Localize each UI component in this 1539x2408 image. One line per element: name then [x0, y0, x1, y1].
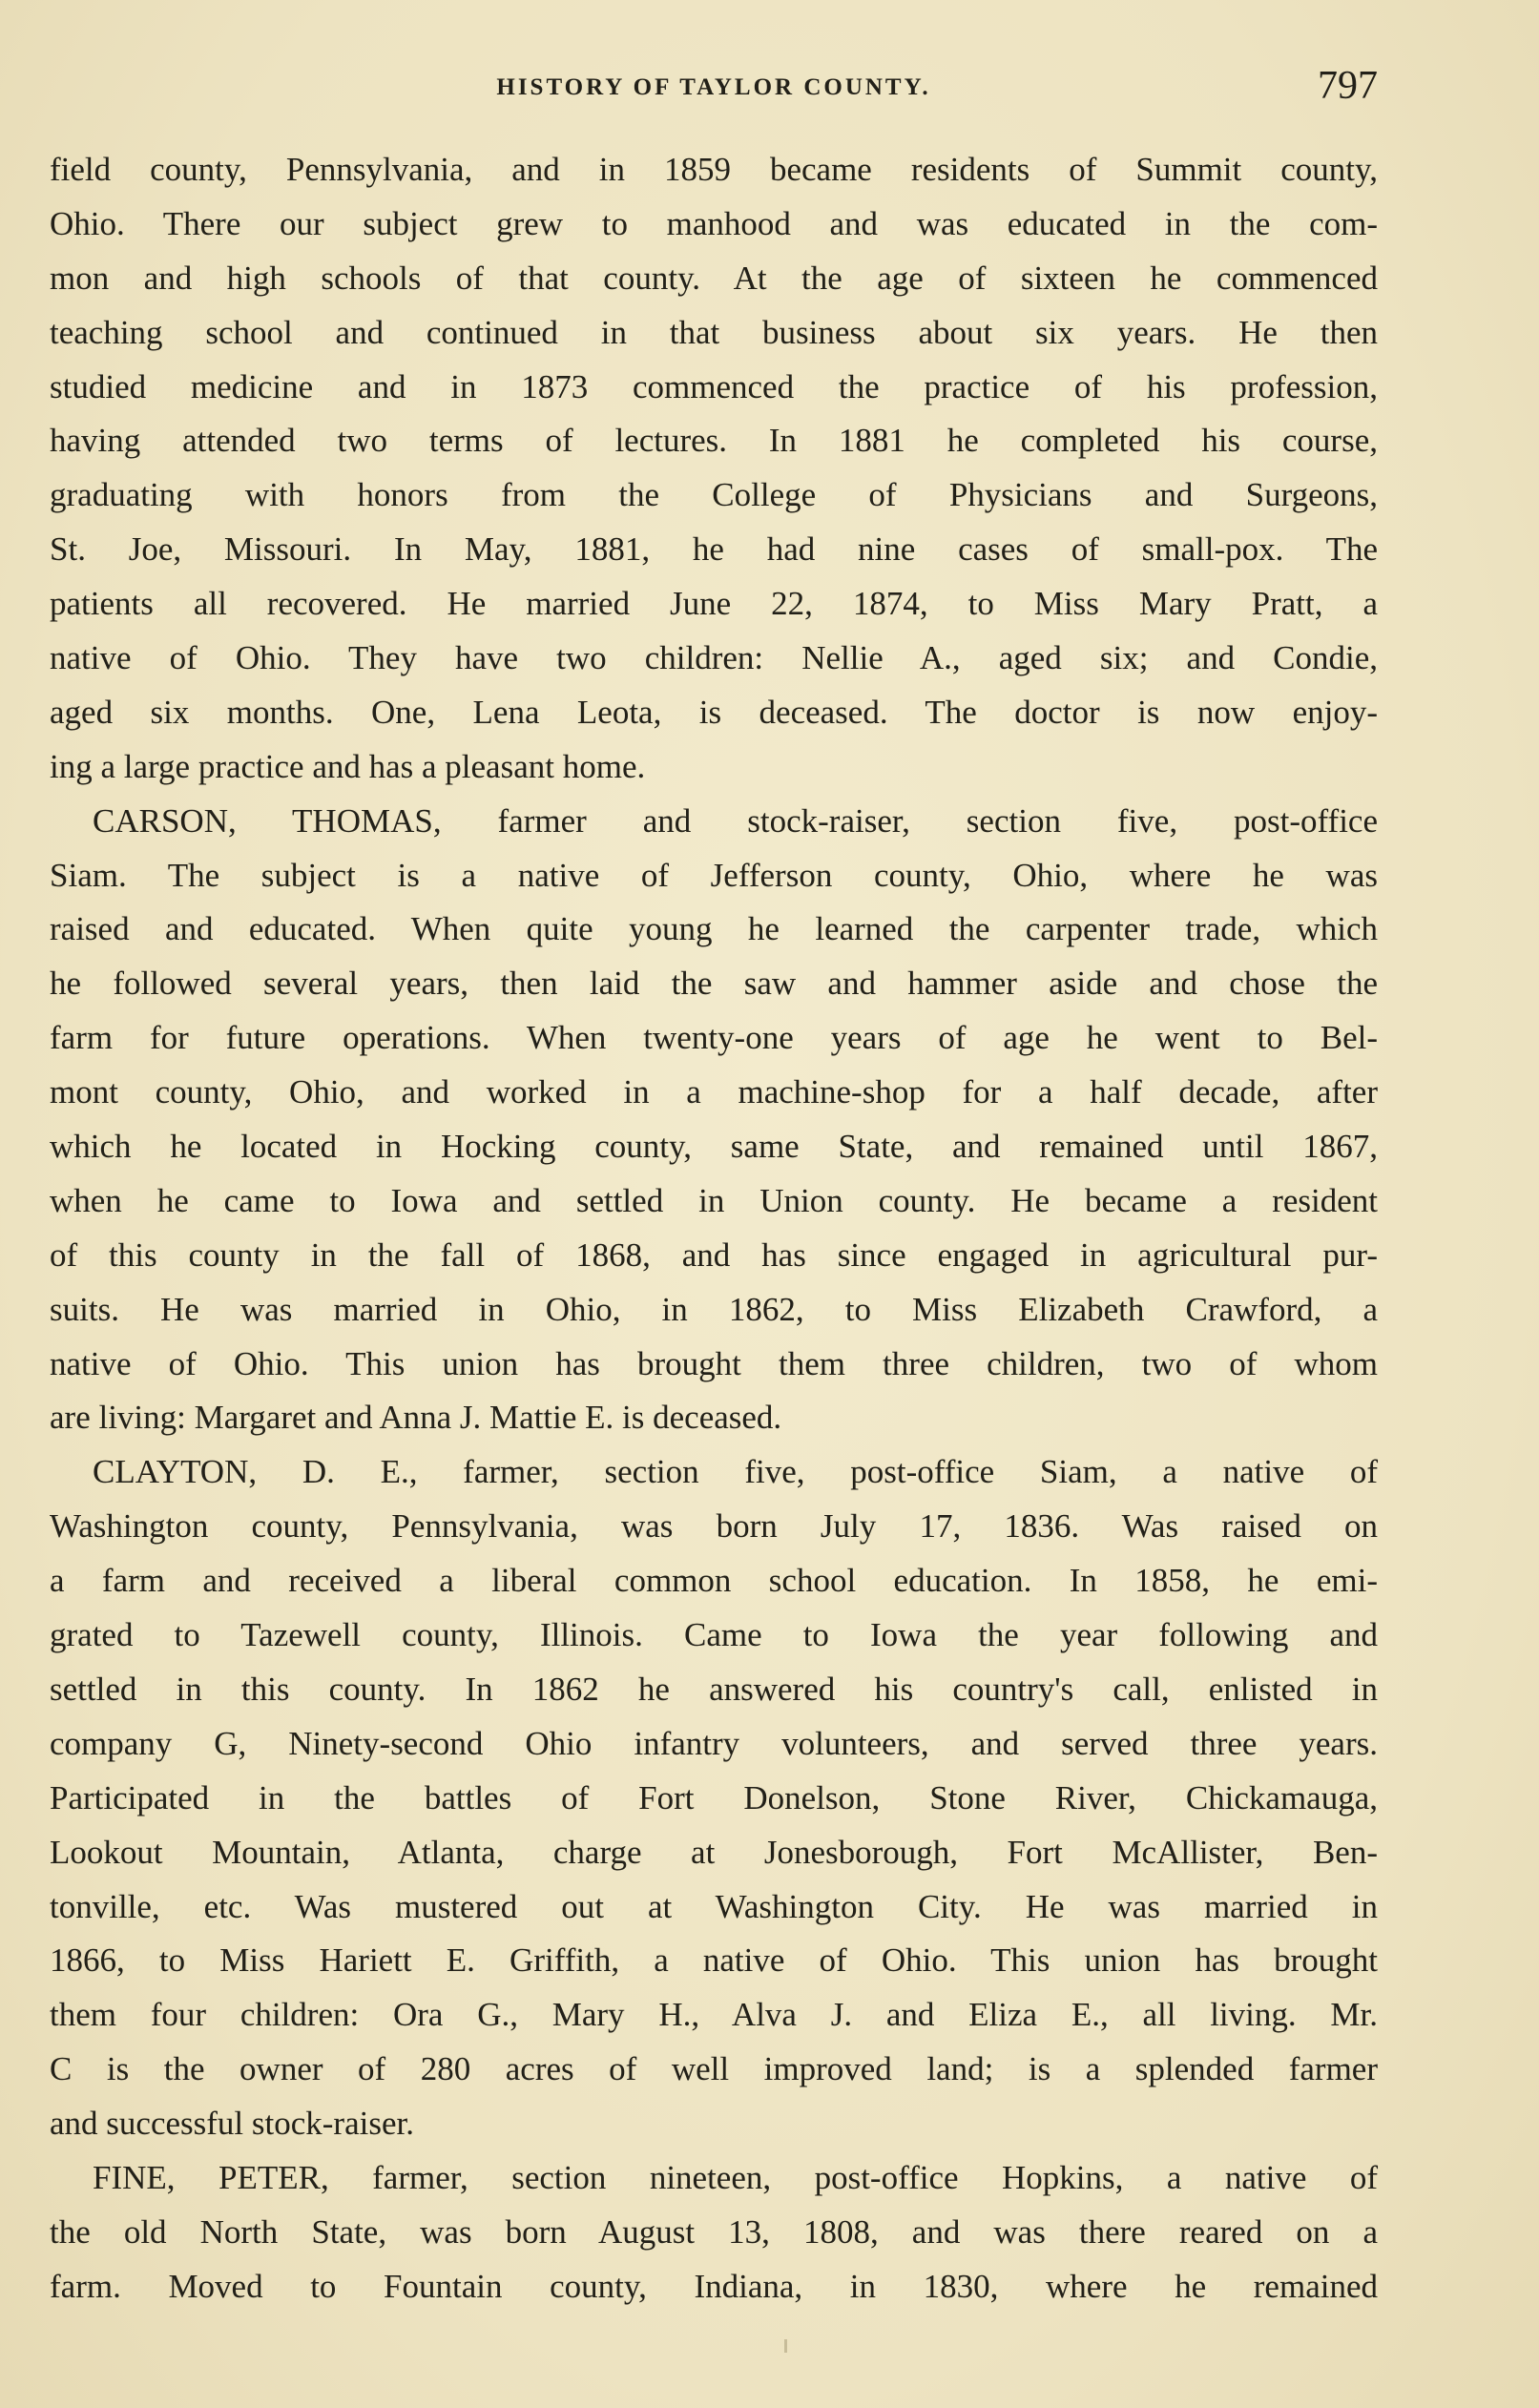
- text-line: graduating with honors from the College of Physicians and Surgeons,: [50, 476, 1378, 514]
- paper-speck: [784, 2339, 787, 2353]
- body-text: [50, 143, 1378, 2315]
- text-line: settled in this county. In 1862 he answered his country's call, enlisted in: [50, 1670, 1378, 1708]
- text-line: suits. He was married in Ohio, in 1862, to Miss Elizabeth Crawford, a: [50, 1290, 1378, 1328]
- text-line: and successful stock-raiser.: [50, 2105, 414, 2143]
- text-line: Ohio. There our subject grew to manhood and was educated in the com-: [50, 204, 1378, 242]
- text-line: tonville, etc. Was mustered out at Washington City. He was married in: [50, 1887, 1378, 1925]
- text-line: mon and high schools of that county. At the age of sixteen he commenced: [50, 259, 1378, 297]
- page-number: 797: [1318, 64, 1378, 108]
- entry-clayton-first-line: CLAYTON, D. E., farmer, section five, post-office Siam, a native of: [93, 1453, 1378, 1491]
- text-line: C is the owner of 280 acres of well improved land; is a splended farmer: [50, 2050, 1378, 2088]
- text-line: them four children: Ora G., Mary H., Alva J. and Eliza E., all living. Mr.: [50, 1996, 1378, 2034]
- running-head: HISTORY OF TAYLOR COUNTY.: [496, 74, 931, 100]
- text-line: teaching school and continued in that business about six years. He then: [50, 313, 1378, 351]
- text-line: native of Ohio. They have two children: Nellie A., aged six; and Condie,: [50, 639, 1378, 677]
- text-line: 1866, to Miss Hariett E. Griffith, a native of Ohio. This union has brought: [50, 1941, 1378, 1980]
- text-line: company G, Ninety-second Ohio infantry volunteers, and served three years.: [50, 1724, 1378, 1762]
- text-line: raised and educated. When quite young he learned the carpenter trade, which: [50, 910, 1378, 948]
- text-line: he followed several years, then laid the saw and hammer aside and chose the: [50, 965, 1378, 1003]
- text-line: studied medicine and in 1873 commenced the practice of his profession,: [50, 367, 1378, 405]
- text-line: St. Joe, Missouri. In May, 1881, he had nine cases of small-pox. The: [50, 530, 1378, 569]
- text-line: Washington county, Pennsylvania, was born July 17, 1836. Was raised on: [50, 1507, 1378, 1546]
- text-line: Participated in the battles of Fort Donelson, Stone River, Chickamauga,: [50, 1778, 1378, 1816]
- text-line: patients all recovered. He married June 22, 1874, to Miss Mary Pratt, a: [50, 585, 1378, 623]
- text-line: which he located in Hocking county, same State, and remained until 1867,: [50, 1128, 1378, 1166]
- page-header: [50, 63, 1378, 120]
- text-line: Lookout Mountain, Atlanta, charge at Jonesborough, Fort McAllister, Ben-: [50, 1833, 1378, 1871]
- text-line: when he came to Iowa and settled in Union county. He became a resident: [50, 1181, 1378, 1219]
- text-line: a farm and received a liberal common school education. In 1858, he emi-: [50, 1562, 1378, 1600]
- text-line: of this county in the fall of 1868, and has since engaged in agricultural pur-: [50, 1235, 1378, 1274]
- text-line: farm for future operations. When twenty-one years of age he went to Bel-: [50, 1019, 1378, 1057]
- entry-carson-first-line: CARSON, THOMAS, farmer and stock-raiser, section five, post-office: [93, 801, 1378, 840]
- text-line: field county, Pennsylvania, and in 1859 became residents of Summit county,: [50, 151, 1378, 188]
- entry-fine-first-line: FINE, PETER, farmer, section nineteen, post-office Hopkins, a native of: [93, 2158, 1378, 2196]
- text-line: grated to Tazewell county, Illinois. Came to Iowa the year following and: [50, 1616, 1378, 1654]
- text-line: ing a large practice and has a pleasant home.: [50, 747, 646, 785]
- text-line: the old North State, was born August 13, 1808, and was there reared on a: [50, 2212, 1378, 2251]
- text-line: having attended two terms of lectures. In 1881 he completed his course,: [50, 422, 1378, 460]
- text-line: farm. Moved to Fountain county, Indiana, in 1830, where he remained: [50, 2267, 1378, 2305]
- text-line: mont county, Ohio, and worked in a machine-shop for a half decade, after: [50, 1073, 1378, 1111]
- text-line: are living: Margaret and Anna J. Mattie E. is deceased.: [50, 1399, 782, 1437]
- text-line: aged six months. One, Lena Leota, is deceased. The doctor is now enjoy-: [50, 693, 1378, 731]
- text-line: Siam. The subject is a native of Jefferson county, Ohio, where he was: [50, 856, 1378, 894]
- text-line: native of Ohio. This union has brought them three children, two of whom: [50, 1344, 1378, 1382]
